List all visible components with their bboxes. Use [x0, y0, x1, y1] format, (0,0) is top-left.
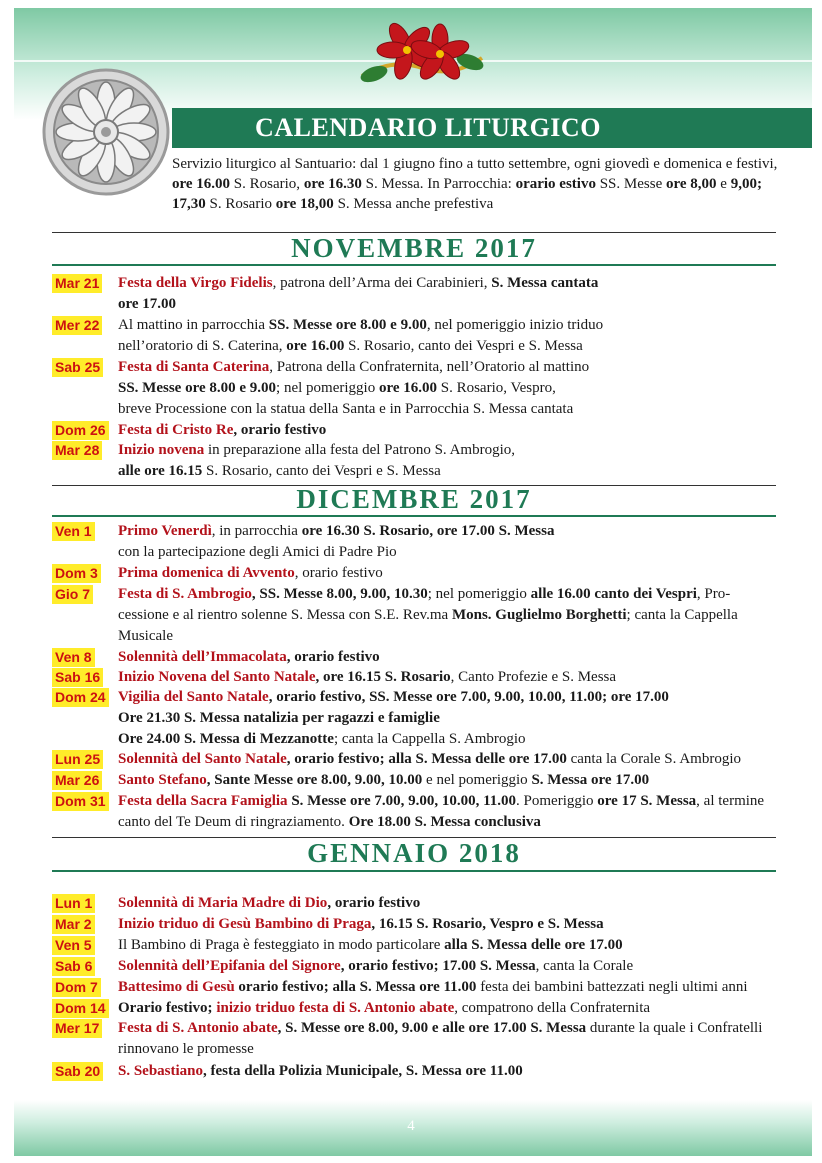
event-name: Battesimo di Gesù — [118, 979, 235, 995]
event-text: cessione e al rientro solenne S. Messa con S.E. Rev.ma — [118, 607, 452, 623]
intro-text: S. Rosario, — [230, 176, 304, 192]
day-badge: Ven 8 — [52, 648, 95, 667]
entry-line — [118, 420, 782, 441]
entry-line — [118, 542, 782, 563]
event-text: breve Processione con la statua della Santa e in Parrocchia S. Messa cantata — [118, 401, 574, 417]
entry-description — [118, 935, 782, 956]
event-text: , ore 16.15 S. Rosario — [315, 669, 451, 685]
event-name: Solennità dell’Immacolata — [118, 649, 287, 665]
event-text: Orario festivo; — [118, 1000, 217, 1016]
entry-description — [118, 273, 782, 315]
entry-line — [118, 791, 782, 812]
entry-line — [118, 584, 782, 605]
entry-line — [118, 273, 782, 294]
entry-line — [118, 378, 782, 399]
day-badge: Sab 20 — [52, 1062, 103, 1081]
entry-line — [118, 914, 782, 935]
event-text: S. Messa cantata — [491, 275, 599, 291]
intro-text: ore 16.30 — [303, 176, 362, 192]
entry-description — [118, 893, 782, 914]
day-badge: Gio 7 — [52, 585, 93, 604]
month-heading: NOVEMBRE 2017 — [291, 233, 537, 263]
day-badge: Dom 7 — [52, 978, 101, 997]
event-text: festa dei bambini battezzati negli ultimi anni — [476, 979, 748, 995]
entry-line — [118, 605, 782, 626]
event-text: , orario festivo — [286, 649, 380, 665]
event-text: , Patrona della Confraternita, nell’Oratorio al mattino — [269, 359, 590, 375]
event-text: S. Rosario, canto dei Vespri e S. Messa — [202, 463, 441, 479]
event-text: , Canto Profezie e S. Messa — [450, 669, 617, 685]
event-text: , festa della Polizia Municipale, S. Messa ore 11.00 — [203, 1063, 523, 1079]
month-heading: GENNAIO 2018 — [307, 838, 521, 868]
event-name: Festa di S. Ambrogio — [118, 586, 252, 602]
entry-line — [118, 647, 782, 668]
month-underline — [52, 870, 776, 872]
event-text: durante la quale i Confratelli — [586, 1020, 763, 1036]
entry-description — [118, 357, 782, 420]
event-name: Inizio Novena del Santo Natale — [118, 669, 316, 685]
event-text: ; nel pomeriggio — [276, 380, 379, 396]
entry-line — [118, 749, 782, 770]
entry-description — [118, 440, 782, 482]
day-badge: Sab 6 — [52, 957, 95, 976]
event-name: Solennità di Maria Madre di Dio — [118, 895, 328, 911]
day-badge: Dom 31 — [52, 792, 109, 811]
event-text: , patrona dell’Arma dei Carabinieri, — [272, 275, 492, 291]
event-text: e nel pomeriggio — [422, 772, 532, 788]
event-text: , al termine — [696, 793, 765, 809]
entry-line — [118, 1039, 782, 1060]
rose-window-icon — [42, 68, 170, 196]
event-text: con la partecipazione degli Amici di Padre Pio — [118, 544, 397, 560]
event-name: Inizio novena — [118, 442, 205, 458]
event-text: alle 16.00 canto dei Vespri — [530, 586, 697, 602]
entry-description — [118, 315, 782, 357]
event-text: , 16.15 S. Rosario, Vespro e S. Messa — [371, 916, 604, 932]
event-name: Festa della Virgo Fidelis — [118, 275, 273, 291]
day-badge: Dom 24 — [52, 688, 109, 707]
event-text: ; canta la Cappella — [626, 607, 738, 623]
event-text: , SS. Messe 8.00, 9.00, 10.30 — [251, 586, 428, 602]
entry-line — [118, 294, 782, 315]
month-underline — [52, 264, 776, 266]
entry-description — [118, 687, 782, 750]
event-text: , canta la Corale — [535, 958, 634, 974]
entry-description — [118, 749, 782, 770]
entry-line — [118, 729, 782, 750]
event-text: , in parrocchia — [211, 523, 302, 539]
intro-text: 9,00; — [730, 176, 762, 192]
entry-line — [118, 399, 782, 420]
event-text: , orario festivo; 17.00 S. Messa — [340, 958, 536, 974]
event-text: ; nel pomeriggio — [427, 586, 531, 602]
intro-text: orario estivo — [515, 176, 596, 192]
event-text: SS. Messe ore 8.00 e 9.00 — [118, 380, 277, 396]
event-text: ore 16.30 S. Rosario, ore 17.00 S. Messa — [301, 523, 555, 539]
event-text: ore 16.00 — [286, 338, 345, 354]
event-text: S. Messa ore 17.00 — [531, 772, 650, 788]
event-text: Al mattino in parrocchia — [118, 317, 269, 333]
event-text: SS. Messe ore 8.00 e 9.00 — [268, 317, 427, 333]
event-text: ore 16.00 — [378, 380, 437, 396]
event-text: ore 17 S. Messa — [597, 793, 697, 809]
entry-description — [118, 914, 782, 935]
intro-text: S. Rosario — [205, 196, 276, 212]
day-badge: Lun 1 — [52, 894, 95, 913]
event-text: . Pomeriggio — [516, 793, 598, 809]
event-text: alle ore 16.15 — [118, 463, 203, 479]
day-badge: Mar 26 — [52, 771, 102, 790]
event-text: , orario festivo — [233, 422, 327, 438]
entry-description — [118, 791, 782, 833]
event-text: , Sante Messe ore 8.00, 9.00, 10.00 — [206, 772, 423, 788]
event-text: rinnovano le promesse — [118, 1041, 254, 1057]
entry-line — [118, 357, 782, 378]
event-text: Mons. Guglielmo Borghetti — [451, 607, 627, 623]
event-name: Prima domenica di Avvento — [118, 565, 295, 581]
entry-line — [118, 1061, 782, 1082]
event-text: Musicale — [118, 628, 173, 644]
entry-line — [118, 521, 782, 542]
entry-line — [118, 461, 782, 482]
entry-line — [118, 315, 782, 336]
event-text: Ore 18.00 S. Messa conclusiva — [348, 814, 541, 830]
event-text: ore 17.00 — [118, 296, 177, 312]
entry-description — [118, 584, 782, 647]
event-text: Il Bambino di Praga è festeggiato in modo particolare — [118, 937, 445, 953]
intro-text: Servizio liturgico al Santuario: dal 1 giugno fino a tutto settembre, ogni giovedì e domenica e festivi, — [172, 156, 778, 172]
event-text: in preparazione alla festa del Patrono S. Ambrogio, — [204, 442, 516, 458]
month-underline — [52, 515, 776, 517]
intro-text: S. Messa. In Parrocchia: — [361, 176, 516, 192]
entry-line — [118, 687, 782, 708]
entry-line — [118, 977, 782, 998]
event-name: S. Sebastiano — [118, 1063, 204, 1079]
day-badge: Mar 2 — [52, 915, 95, 934]
event-name: inizio triduo festa di S. Antonio abate — [216, 1000, 455, 1016]
entry-line — [118, 667, 782, 688]
event-name: Festa della Sacra Famiglia — [118, 793, 288, 809]
event-text: alla S. Messa delle ore 17.00 — [444, 937, 623, 953]
event-text: , orario festivo — [327, 895, 421, 911]
day-badge: Dom 14 — [52, 999, 109, 1018]
entry-line — [118, 1018, 782, 1039]
entry-line — [118, 336, 782, 357]
event-text: , S. Messe ore 8.00, 9.00 e alle ore 17.00 S. Messa — [277, 1020, 587, 1036]
intro-text: 17,30 — [172, 196, 206, 212]
entry-description — [118, 998, 782, 1019]
intro-text: ore 16.00 — [172, 176, 231, 192]
event-text: Ore 24.00 S. Messa di Mezzanotte — [118, 731, 334, 747]
page-number: 4 — [407, 1118, 415, 1134]
page-title: CALENDARIO LITURGICO — [255, 113, 601, 142]
entry-line — [118, 708, 782, 729]
event-name: Santo Stefano — [118, 772, 207, 788]
day-badge: Mer 22 — [52, 316, 102, 335]
entry-description — [118, 563, 782, 584]
intro-paragraph — [172, 154, 784, 214]
day-badge: Dom 26 — [52, 421, 109, 440]
entry-line — [118, 956, 782, 977]
entry-description — [118, 956, 782, 977]
event-name: Primo Venerdì — [118, 523, 212, 539]
entry-line — [118, 893, 782, 914]
entry-description — [118, 977, 782, 998]
event-text: , nel pomeriggio inizio triduo — [426, 317, 604, 333]
event-name: Inizio triduo di Gesù Bambino di Praga — [118, 916, 372, 932]
entry-line — [118, 998, 782, 1019]
entry-description — [118, 420, 782, 441]
day-badge: Mar 28 — [52, 441, 102, 460]
entry-description — [118, 1061, 782, 1082]
day-badge: Ven 1 — [52, 522, 95, 541]
entry-description — [118, 647, 782, 668]
event-name: Festa di Santa Caterina — [118, 359, 270, 375]
day-badge: Mar 21 — [52, 274, 102, 293]
entry-description — [118, 521, 782, 563]
event-name: Festa di Cristo Re — [118, 422, 234, 438]
event-text: S. Rosario, canto dei Vespri e S. Messa — [344, 338, 583, 354]
event-text: , orario festivo, SS. Messe ore 7.00, 9.00, 10.00, 11.00; ore 17.00 — [268, 689, 669, 705]
event-text: , orario festivo; alla S. Messa delle ore 17.00 — [286, 751, 567, 767]
event-name: Festa di S. Antonio abate — [118, 1020, 278, 1036]
entry-description — [118, 770, 782, 791]
entry-description — [118, 667, 782, 688]
intro-text: SS. Messe — [595, 176, 666, 192]
intro-text: ore 18,00 — [275, 196, 334, 212]
day-badge: Dom 3 — [52, 564, 101, 583]
event-name: Solennità dell’Epifania del Signore — [118, 958, 341, 974]
intro-text: e — [716, 176, 731, 192]
day-badge: Lun 25 — [52, 750, 103, 769]
event-text: S. Messe ore 7.00, 9.00, 10.00, 11.00 — [287, 793, 517, 809]
event-name: Solennità del Santo Natale — [118, 751, 287, 767]
intro-text: S. Messa anche prefestiva — [333, 196, 494, 212]
entry-line — [118, 935, 782, 956]
event-text: canta la Corale S. Ambrogio — [566, 751, 741, 767]
event-text: , Pro- — [696, 586, 731, 602]
entry-line — [118, 563, 782, 584]
event-text: orario festivo; alla S. Messa ore 11.00 — [234, 979, 477, 995]
event-name: Vigilia del Santo Natale — [118, 689, 269, 705]
day-badge: Sab 25 — [52, 358, 103, 377]
entry-line — [118, 812, 782, 833]
event-text: , compatrono della Confraternita — [454, 1000, 651, 1016]
event-text: canto del Te Deum di ringraziamento. — [118, 814, 349, 830]
day-badge: Sab 16 — [52, 668, 103, 687]
event-text: S. Rosario, Vespro, — [437, 380, 556, 396]
day-badge: Mer 17 — [52, 1019, 102, 1038]
day-badge: Ven 5 — [52, 936, 95, 955]
entry-line — [118, 626, 782, 647]
event-text: nell’oratorio di S. Caterina, — [118, 338, 287, 354]
month-heading: DICEMBRE 2017 — [296, 484, 532, 514]
intro-text: ore 8,00 — [665, 176, 717, 192]
entry-line — [118, 770, 782, 791]
entry-line — [118, 440, 782, 461]
entry-description — [118, 1018, 782, 1060]
event-text: Ore 21.30 S. Messa natalizia per ragazzi e famiglie — [118, 710, 440, 726]
event-text: , orario festivo — [294, 565, 383, 581]
event-text: ; canta la Cappella S. Ambrogio — [333, 731, 526, 747]
poinsettia-decoration-icon — [352, 18, 492, 88]
